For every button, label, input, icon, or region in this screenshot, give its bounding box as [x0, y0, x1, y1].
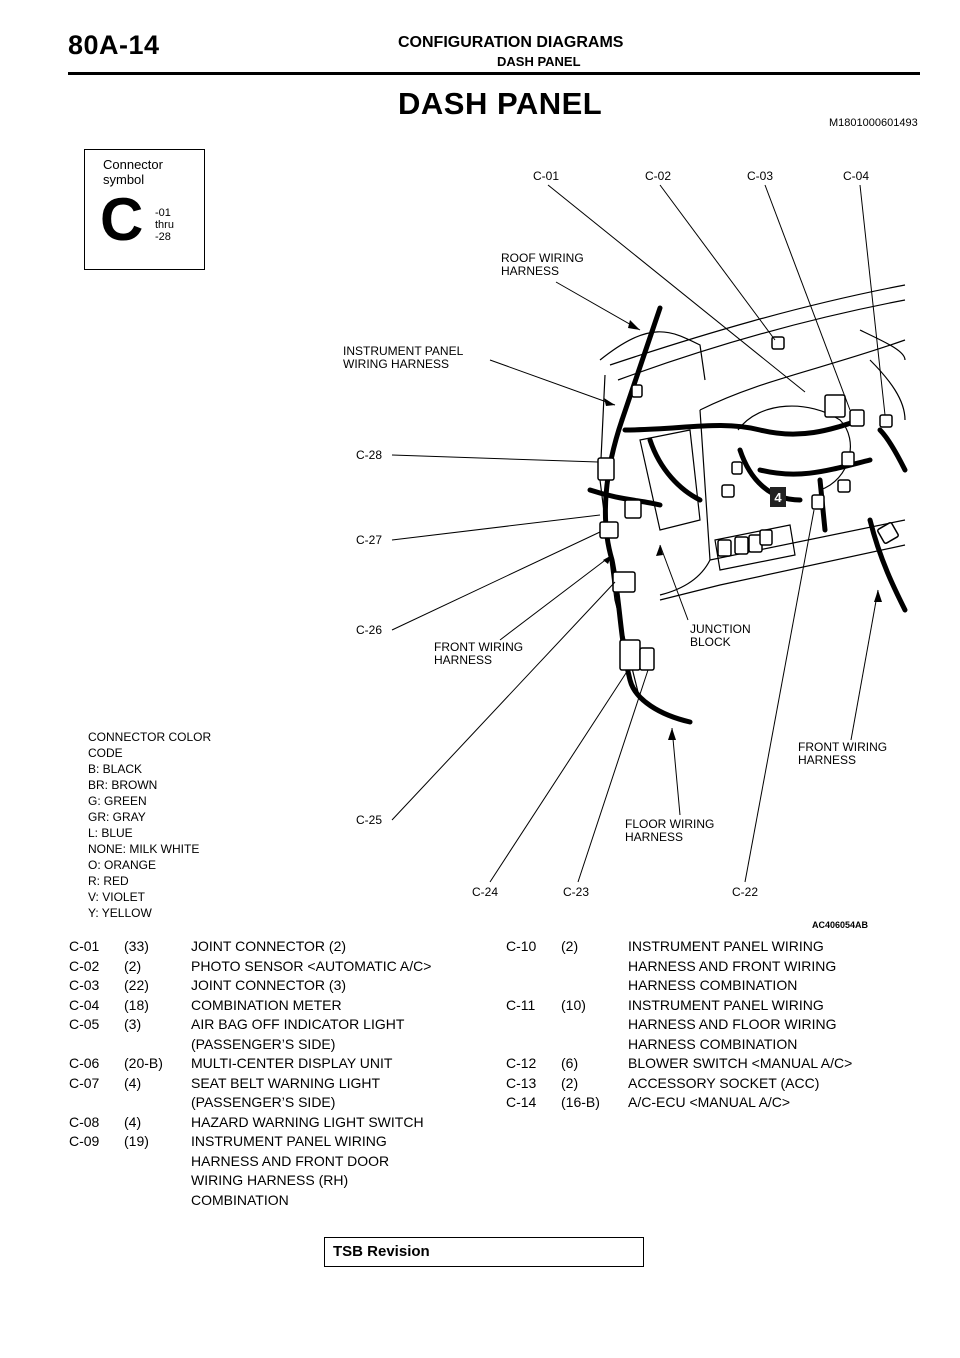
connector-id: C-13 — [506, 1074, 537, 1091]
label-c22: C-22 — [732, 885, 759, 899]
connector-name: SEAT BELT WARNING LIGHT (PASSENGER’S SIDE) — [191, 1074, 380, 1110]
connector-symbol-letter: C — [100, 186, 144, 253]
label-roof-line-1: ROOF WIRING — [501, 251, 584, 265]
legend-item: B: BLACK — [88, 762, 143, 776]
label-floor-harness — [625, 818, 714, 844]
label-roof-harness — [501, 252, 584, 278]
header-title: CONFIGURATION DIAGRAMS — [398, 34, 624, 51]
connector-pins: (19) — [124, 1133, 149, 1149]
label-roof-line-2: HARNESS — [501, 264, 560, 278]
connector-id: C-11 — [506, 996, 536, 1013]
connector-id: C-01 — [69, 938, 100, 954]
label-floor-line-2: HARNESS — [625, 830, 684, 844]
connector-name: AIR BAG OFF INDICATOR LIGHT (PASSENGER’S SIDE) — [191, 1016, 405, 1052]
legend-item: O: ORANGE — [88, 858, 157, 872]
connector-pins: (18) — [124, 996, 149, 1013]
connector-id: C-03 — [69, 977, 100, 993]
connector-id: C-08 — [69, 1113, 100, 1130]
connector-id: C-05 — [69, 1016, 100, 1032]
connector-pins: (3) — [124, 1016, 142, 1032]
connector-id: C-04 — [69, 996, 100, 1013]
connector-id: C-02 — [69, 957, 100, 974]
connector-name: PHOTO SENSOR <AUTOMATIC A/C> — [191, 957, 432, 974]
list-item — [69, 1015, 474, 1054]
range-line-1: -01 — [155, 207, 171, 219]
badge-number: 4 — [774, 490, 782, 505]
list-item — [69, 976, 474, 996]
connector-pins: (20-B) — [124, 1055, 163, 1071]
connector-pins: (22) — [124, 977, 149, 993]
legend-item: NONE: MILK WHITE — [88, 842, 200, 856]
connector-name: BLOWER SWITCH <MANUAL A/C> — [628, 1055, 853, 1071]
connector-name: A/C-ECU <MANUAL A/C> — [628, 1094, 791, 1110]
connector-id: C-09 — [69, 1133, 100, 1149]
connector-pins: (33) — [124, 938, 149, 954]
list-item — [506, 1074, 916, 1094]
connector-id: C-14 — [506, 1094, 537, 1110]
list-item — [69, 1132, 474, 1210]
connector-name: ACCESSORY SOCKET (ACC) — [628, 1074, 820, 1091]
document-id: M1801000601493 — [829, 117, 918, 129]
range-line-2: thru — [155, 219, 174, 231]
tsb-revision-box: TSB Revision — [324, 1237, 644, 1267]
list-item — [69, 1074, 474, 1113]
connector-pins: (2) — [561, 1074, 579, 1091]
label-c02: C-02 — [645, 169, 672, 183]
connector-name: JOINT CONNECTOR (3) — [191, 977, 347, 993]
label-c28: C-28 — [356, 448, 383, 462]
legend-item: Y: YELLOW — [88, 906, 152, 920]
list-item — [506, 1054, 916, 1074]
connector-name: HAZARD WARNING LIGHT SWITCH — [191, 1113, 424, 1130]
label-ip-line-1: INSTRUMENT PANEL — [343, 344, 464, 358]
label-front-b-line-2: HARNESS — [798, 753, 857, 767]
legend-item: BR: BROWN — [88, 778, 158, 792]
list-item — [69, 937, 474, 957]
legend-item: G: GREEN — [88, 794, 147, 808]
legend-item: V: VIOLET — [88, 890, 145, 904]
list-item — [69, 1054, 474, 1074]
label-c26: C-26 — [356, 623, 383, 637]
label-c04: C-04 — [843, 169, 870, 183]
label-c03: C-03 — [747, 169, 774, 183]
connector-pins: (4) — [124, 1074, 142, 1091]
legend-item: L: BLUE — [88, 826, 133, 840]
label-junction-line-1: JUNCTION — [690, 622, 751, 636]
connector-pins: (2) — [561, 938, 579, 954]
connector-list-left — [69, 937, 474, 1210]
label-front-harness-a — [434, 641, 523, 667]
legend-item: GR: GRAY — [88, 810, 146, 824]
label-front-a-line-1: FRONT WIRING — [434, 640, 524, 654]
header-subtitle: DASH PANEL — [497, 54, 581, 69]
connector-pins: (10) — [561, 996, 586, 1013]
connector-name: INSTRUMENT PANEL WIRING HARNESS AND FLOOR WIRING HARNESS COMBINATION — [628, 996, 837, 1052]
connector-id: C-10 — [506, 938, 537, 954]
connector-symbol-label: Connector symbol — [103, 157, 163, 187]
connector-name: JOINT CONNECTOR (2) — [191, 938, 347, 954]
list-item — [69, 957, 474, 977]
list-item — [69, 1113, 474, 1133]
connector-name: COMBINATION METER — [191, 996, 342, 1013]
list-item — [506, 937, 916, 996]
label-c01: C-01 — [533, 169, 560, 183]
label-junction-line-2: BLOCK — [690, 635, 731, 649]
connector-pins: (16-B) — [561, 1094, 600, 1110]
connector-name: INSTRUMENT PANEL WIRING HARNESS AND FRONT WIRING HARNESS COMBINATION — [628, 938, 837, 993]
legend-item: R: RED — [88, 874, 129, 888]
list-item — [506, 1093, 916, 1113]
connector-pins: (2) — [124, 957, 142, 974]
connector-id: C-06 — [69, 1055, 100, 1071]
connector-name: INSTRUMENT PANEL WIRING HARNESS AND FRONT DOOR WIRING HARNESS (RH) COMBINATION — [191, 1133, 390, 1208]
connector-pins: (6) — [561, 1055, 579, 1071]
label-front-a-line-2: HARNESS — [434, 653, 493, 667]
label-c27: C-27 — [356, 533, 383, 547]
connector-color-legend — [88, 729, 288, 921]
label-floor-line-1: FLOOR WIRING — [625, 817, 715, 831]
connector-list-right — [506, 937, 916, 1113]
label-junction-block — [690, 623, 751, 649]
label-c23: C-23 — [563, 885, 590, 899]
connector-name: MULTI-CENTER DISPLAY UNIT — [191, 1055, 393, 1071]
range-line-3: -28 — [155, 231, 171, 243]
legend-title-2: CODE — [88, 746, 123, 760]
connector-pins: (4) — [124, 1113, 142, 1130]
figure-id: AC406054AB — [812, 920, 869, 930]
page-title: DASH PANEL — [398, 86, 603, 121]
section-code: 80A-14 — [68, 30, 160, 60]
list-item — [69, 996, 474, 1016]
label-front-harness-b — [798, 741, 887, 767]
connector-id: C-07 — [69, 1074, 100, 1091]
label-front-b-line-1: FRONT WIRING — [798, 740, 888, 754]
label-instrument-panel-harness — [343, 345, 463, 371]
label-ip-line-2: WIRING HARNESS — [343, 357, 450, 371]
legend-title-1: CONNECTOR COLOR — [88, 730, 212, 744]
label-c24: C-24 — [472, 885, 499, 899]
label-c25: C-25 — [356, 813, 383, 827]
connector-id: C-12 — [506, 1055, 537, 1071]
list-item — [506, 996, 916, 1055]
